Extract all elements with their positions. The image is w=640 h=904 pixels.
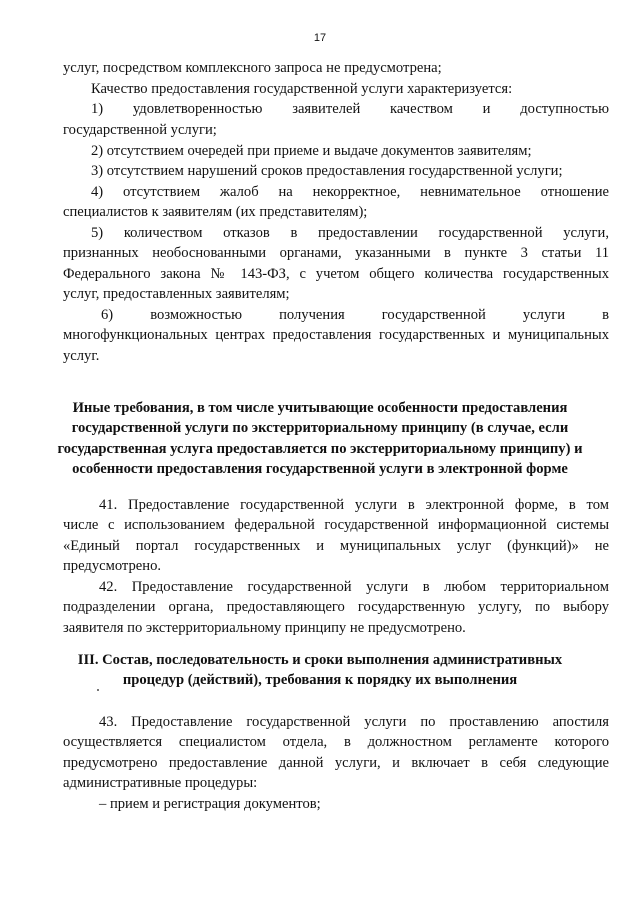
quality-item-6: 6) возможностью получения государственной услуги в	[101, 307, 609, 323]
quality-item-4-cont: специалистов к заявителям (их представителям);	[63, 204, 368, 220]
paragraph-42-cont: подразделении органа, предоставляющего государственную услугу, по выбору	[63, 599, 609, 615]
paragraph-41-cont: числе с использованием федеральной государственной информационной системы	[63, 517, 609, 533]
section-heading: государственной услуги по экстерриториальному принципу (в случае, если	[71, 420, 569, 436]
quality-item-6-cont: услуг.	[63, 348, 100, 364]
quality-item-5-cont: признанных необоснованными органами, указанными в пункте 3 статьи 11	[63, 245, 609, 261]
list-item: – прием и регистрация документов;	[99, 796, 321, 812]
paragraph-42-cont: заявителя по экстерриториальному принципу не предусмотрено.	[63, 620, 466, 636]
paragraph-43-cont: административные процедуры:	[63, 775, 258, 791]
chapter-heading: III. Состав, последовательность и сроки выполнения административных	[77, 652, 563, 668]
quality-item-5: 5) количеством отказов в предоставлении государственной услуги,	[91, 225, 609, 241]
quality-intro: Качество предоставления государственной услуги характеризуется:	[91, 81, 513, 97]
quality-item-5-cont: услуг, предоставленных заявителям;	[63, 286, 290, 302]
page-number: 17	[313, 32, 327, 44]
paragraph-43-cont: предусмотрено предоставление данной услуги, и включает в себя следующие	[63, 755, 609, 771]
paragraph-42: 42. Предоставление государственной услуги в любом территориальном	[99, 579, 609, 595]
paragraph-41-cont: предусмотрено.	[63, 558, 162, 574]
section-heading: государственная услуга предоставляется по экстерриториальному принципу) и	[57, 441, 583, 457]
section-heading: Иные требования, в том числе учитывающие особенности предоставления	[72, 400, 568, 416]
section-heading: особенности предоставления государственной услуги в электронной форме	[72, 461, 568, 477]
quality-item-6-cont: многофункциональных центрах предоставления государственных и муниципальных	[63, 327, 609, 343]
paragraph-43: 43. Предоставление государственной услуги по проставлению апостиля	[99, 714, 609, 730]
paragraph-41: 41. Предоставление государственной услуги в электронной форме, в том	[99, 497, 609, 513]
paragraph-41-cont: «Единый портал государственных и муниципальных услуг (функций)» не	[63, 538, 609, 554]
quality-item-3: 3) отсутствием нарушений сроков предоставления государственной услуги;	[91, 163, 563, 179]
quality-item-5-cont: Федерального закона № 143-ФЗ, с учетом общего количества государственных	[63, 266, 609, 282]
chapter-heading: процедур (действий), требования к порядку их выполнения	[122, 672, 518, 688]
paragraph-line: услуг, посредством комплексного запроса не предусмотрена;	[63, 60, 442, 76]
scan-speck	[97, 689, 99, 691]
quality-item-1-cont: государственной услуги;	[63, 122, 217, 138]
quality-item-4: 4) отсутствием жалоб на некорректное, невнимательное отношение	[91, 184, 609, 200]
quality-item-1: 1) удовлетворенностью заявителей качеством и доступностью	[91, 101, 609, 117]
quality-item-2: 2) отсутствием очередей при приеме и выдаче документов заявителям;	[91, 143, 532, 159]
paragraph-43-cont: осуществляется специалистом отдела, в должностном регламенте которого	[63, 734, 609, 750]
